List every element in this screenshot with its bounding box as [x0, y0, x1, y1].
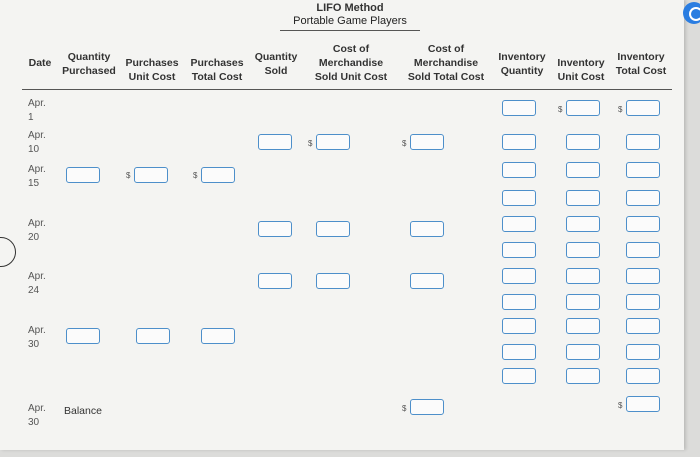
inventory-total-cost-input[interactable] [626, 242, 660, 258]
dollar-sign: $ [193, 171, 198, 180]
inventory-unit-cost-input[interactable] [566, 216, 600, 232]
balance-inventory-total-cost-input[interactable] [626, 396, 660, 412]
inventory-unit-cost-input[interactable] [566, 134, 600, 150]
header-cogs-unit-cost: Cost of Merchandise Sold Unit Cost [314, 43, 388, 83]
apr24-cogs-total-cost-input[interactable] [410, 273, 444, 289]
date-apr-30-balance: Apr. 30 [28, 403, 46, 428]
date-apr-30: Apr. 30 [28, 325, 46, 350]
balance-label: Balance [64, 405, 102, 417]
worksheet-title [280, 2, 420, 28]
inventory-quantity-input[interactable] [502, 134, 536, 150]
dollar-sign: $ [558, 105, 563, 114]
inventory-unit-cost-input[interactable] [566, 344, 600, 360]
date-apr-10: Apr. 10 [28, 130, 46, 155]
dollar-sign: $ [126, 171, 131, 180]
inventory-quantity-input[interactable] [502, 190, 536, 206]
collapse-panel-circle[interactable] [0, 237, 16, 267]
inventory-total-cost-input[interactable] [626, 344, 660, 360]
inventory-total-cost-input[interactable] [626, 134, 660, 150]
refresh-icon[interactable] [683, 2, 700, 24]
inventory-quantity-input[interactable] [502, 294, 536, 310]
apr20-quantity-sold-input[interactable] [258, 221, 292, 237]
inventory-unit-cost-input[interactable] [566, 268, 600, 284]
inventory-quantity-input[interactable] [502, 216, 536, 232]
inventory-quantity-input[interactable] [502, 268, 536, 284]
apr15-purchases-unit-cost-input[interactable] [134, 167, 168, 183]
title-product: Portable Game Players [293, 15, 407, 27]
header-cogs-total-cost: Cost of Merchandise Sold Total Cost [407, 43, 485, 83]
inventory-total-cost-input[interactable] [626, 100, 660, 116]
inventory-total-cost-input[interactable] [626, 268, 660, 284]
dollar-sign: $ [402, 404, 407, 413]
header-inventory-unit-cost: Inventory Unit Cost [557, 57, 605, 83]
header-quantity-sold: Quantity Sold [254, 51, 298, 77]
header-inventory-total-cost: Inventory Total Cost [615, 51, 667, 77]
inventory-quantity-input[interactable] [502, 242, 536, 258]
apr10-cogs-total-cost-input[interactable] [410, 134, 444, 150]
inventory-unit-cost-input[interactable] [566, 318, 600, 334]
header-inventory-quantity: Inventory Quantity [498, 51, 546, 77]
inventory-quantity-input[interactable] [502, 162, 536, 178]
apr15-purchases-total-cost-input[interactable] [201, 167, 235, 183]
apr30-quantity-purchased-input[interactable] [66, 328, 100, 344]
inventory-quantity-input[interactable] [502, 318, 536, 334]
inventory-unit-cost-input[interactable] [566, 190, 600, 206]
inventory-total-cost-input[interactable] [626, 368, 660, 384]
date-apr-15: Apr. 15 [28, 164, 46, 189]
dollar-sign: $ [618, 105, 623, 114]
inventory-total-cost-input[interactable] [626, 294, 660, 310]
apr20-cogs-total-cost-input[interactable] [410, 221, 444, 237]
dollar-sign: $ [308, 139, 313, 148]
inventory-total-cost-input[interactable] [626, 162, 660, 178]
date-apr-20: Apr. 20 [28, 218, 46, 243]
inventory-total-cost-input[interactable] [626, 318, 660, 334]
title-method: LIFO Method [316, 2, 384, 14]
apr24-quantity-sold-input[interactable] [258, 273, 292, 289]
apr30-purchases-unit-cost-input[interactable] [136, 328, 170, 344]
inventory-unit-cost-input[interactable] [566, 294, 600, 310]
dollar-sign: $ [402, 139, 407, 148]
apr30-purchases-total-cost-input[interactable] [201, 328, 235, 344]
header-rule [22, 89, 672, 90]
inventory-unit-cost-input[interactable] [566, 242, 600, 258]
header-quantity-purchased: Quantity Purchased [62, 51, 116, 77]
apr10-cogs-unit-cost-input[interactable] [316, 134, 350, 150]
apr15-quantity-purchased-input[interactable] [66, 167, 100, 183]
header-purchases-unit-cost: Purchases Unit Cost [125, 57, 179, 83]
apr20-cogs-unit-cost-input[interactable] [316, 221, 350, 237]
apr24-cogs-unit-cost-input[interactable] [316, 273, 350, 289]
header-purchases-total-cost: Purchases Total Cost [190, 57, 244, 83]
header-date: Date [28, 57, 52, 69]
inventory-total-cost-input[interactable] [626, 216, 660, 232]
inventory-quantity-input[interactable] [502, 368, 536, 384]
date-apr-24: Apr. 24 [28, 271, 46, 296]
inventory-unit-cost-input[interactable] [566, 100, 600, 116]
balance-cogs-total-cost-input[interactable] [410, 399, 444, 415]
date-apr-1: Apr. 1 [28, 98, 46, 123]
inventory-unit-cost-input[interactable] [566, 368, 600, 384]
dollar-sign: $ [618, 401, 623, 410]
apr10-quantity-sold-input[interactable] [258, 134, 292, 150]
title-underline [280, 30, 420, 31]
inventory-total-cost-input[interactable] [626, 190, 660, 206]
inventory-quantity-input[interactable] [502, 344, 536, 360]
inventory-unit-cost-input[interactable] [566, 162, 600, 178]
inventory-quantity-input[interactable] [502, 100, 536, 116]
